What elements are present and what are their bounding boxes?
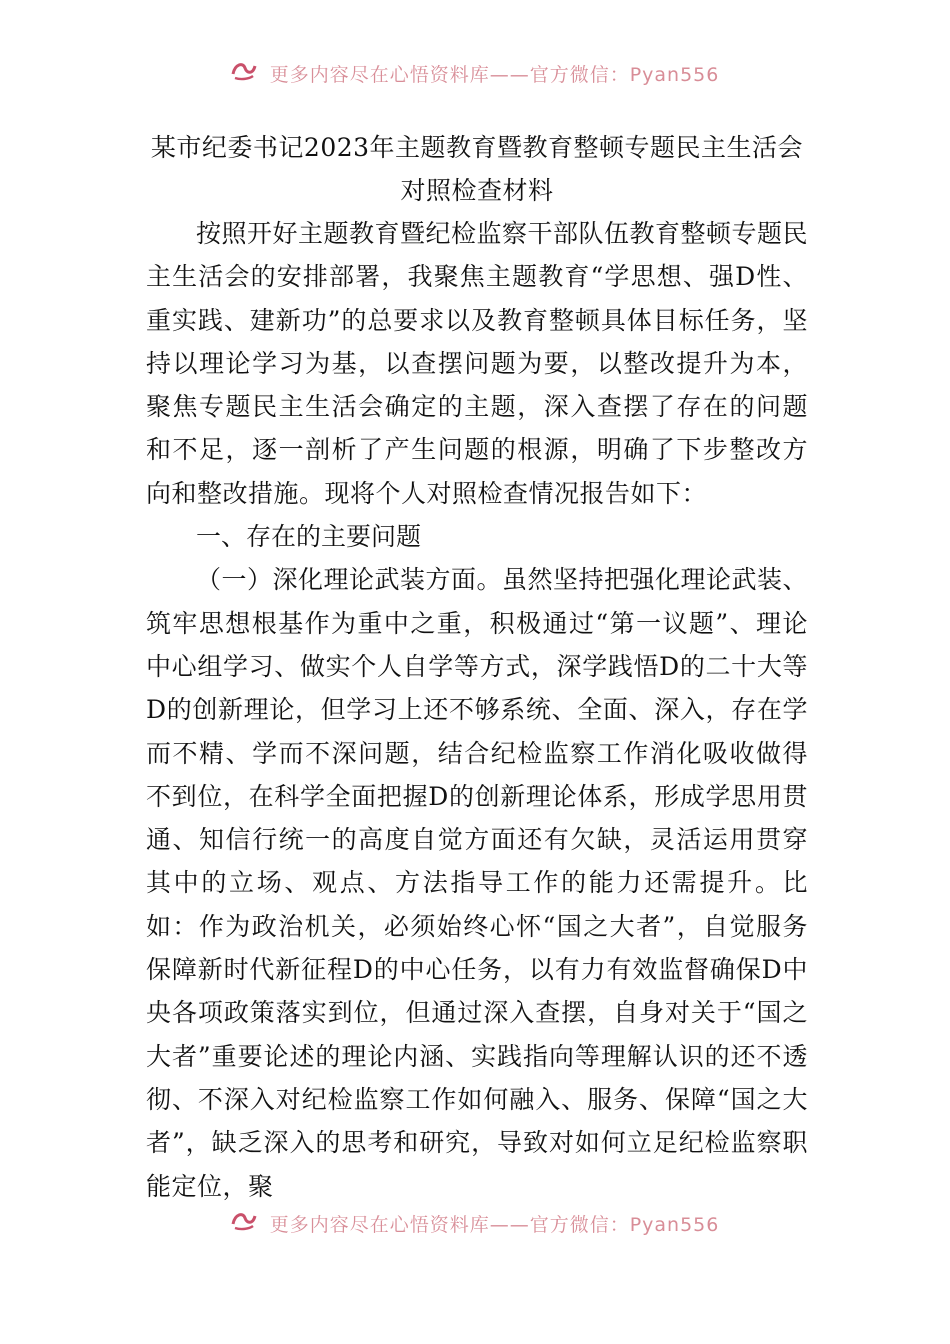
section-paragraph: （一）深化理论武装方面。虽然坚持把强化理论武装、筑牢思想根基作为重中之重，积极通过“第一议题”、理论中心组学习、做实个人自学等方式，深学践悟D的二十大等D的创新理论，但学习上还不够系统、全面、深入，存在学而不精、学而不深问题，结合纪检监察工作消化吸收做得不到位，在科学全面把握D的创新理论体系，形成学思用贯通、知信行统一的高度自觉方面还有欠缺，灵活运用贯穿其中的立场、观点、方法指导工作的能力还需提升。比如：作为政治机关，必须始终心怀“国之大者”，自觉服务保障新时代新征程D的中心任务，以有力有效监督确保D中央各项政策落实到位，但通过深入查摆，自身对关于“国之大者”重要论述的理论内涵、实践指向等理解认识的还不透彻、不深入对纪检监察工作如何融入、服务、保障“国之大者”，缺乏深入的思考和研究，导致对如何立足纪检监察职能定位，聚 xyxy=(146,565,809,1201)
brand-logo-icon xyxy=(231,60,257,87)
intro-paragraph: 按照开好主题教育暨纪检监察干部队伍教育整顿专题民主生活会的安排部署，我聚焦主题教育“学思想、强D性、重实践、建新功”的总要求以及教育整顿具体目标任务，坚持以理论学习为基，以查摆问题为要，以整改提升为本，聚焦专题民主生活会确定的主题，深入查摆了存在的问题和不足，逐一剖析了产生问题的根源，明确了下步整改方向和整改措施。现将个人对照检查情况报告如下： xyxy=(146,219,809,508)
document-body xyxy=(146,126,808,1208)
document-title-line2: 对照检查材料 xyxy=(400,176,554,205)
watermark-text: 更多内容尽在心悟资料库——官方微信：Pyan556 xyxy=(269,64,720,86)
document-title-line1: 某市纪委书记2023年主题教育暨教育整顿专题民主生活会 xyxy=(150,133,804,162)
section-heading: 一、存在的主要问题 xyxy=(196,522,422,552)
watermark-bottom xyxy=(0,1210,950,1237)
brand-logo-icon xyxy=(231,1210,257,1237)
watermark-text: 更多内容尽在心悟资料库——官方微信：Pyan556 xyxy=(269,1214,720,1236)
watermark-top xyxy=(0,60,950,87)
